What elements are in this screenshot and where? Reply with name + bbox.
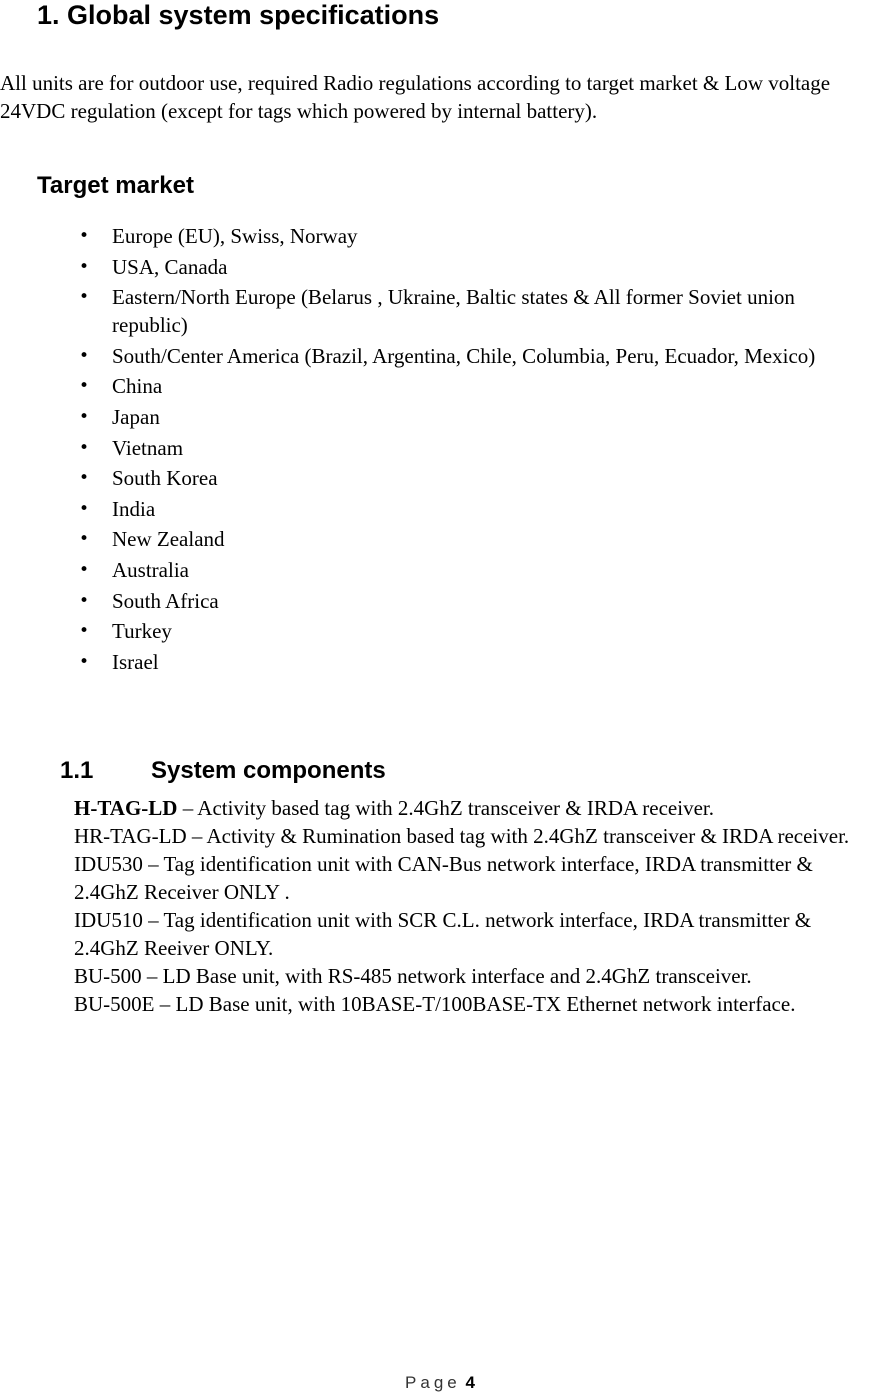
component-name: BU-500E xyxy=(74,992,155,1016)
bullet-icon: • xyxy=(79,437,90,458)
component-entry xyxy=(74,906,880,962)
page-footer xyxy=(0,1373,880,1393)
intro-paragraph: All units are for outdoor use, required Radio regulations according to target market & Low voltage 24VDC regulation (except for tags which powered by internal battery). xyxy=(0,71,831,123)
heading-number: 1.1 xyxy=(60,757,94,784)
component-name: IDU530 xyxy=(74,852,143,876)
component-description: – Activity & Rumination based tag with 2.4GhZ transceiver & IRDA receiver. xyxy=(186,824,850,848)
list-item-text: Israel xyxy=(112,649,159,674)
list-item xyxy=(0,464,880,492)
list-item-text: China xyxy=(112,374,163,399)
bullet-icon: • xyxy=(79,345,90,366)
component-name: HR-TAG-LD xyxy=(74,824,187,848)
component-description: – LD Base unit, with 10BASE-T/100BASE-TX Ethernet network interface. xyxy=(154,992,796,1016)
list-item xyxy=(0,283,880,339)
components-list xyxy=(74,794,880,1018)
bullet-icon: • xyxy=(79,590,90,611)
list-item-text: South/Center America (Brazil, Argentina, Chile, Columbia, Peru, Ecuador, Mexico) xyxy=(112,343,816,368)
bullet-icon: • xyxy=(79,621,90,642)
component-entry xyxy=(74,794,880,822)
page-number: 4 xyxy=(465,1373,475,1392)
list-item-text: Eastern/North Europe (Belarus , Ukraine, Baltic states & All former Soviet union republic) xyxy=(112,285,795,338)
list-item xyxy=(0,587,880,615)
list-item-text: Vietnam xyxy=(112,435,184,460)
target-market-list xyxy=(0,222,880,678)
list-item-text: Europe (EU), Swiss, Norway xyxy=(112,224,358,248)
list-item xyxy=(0,253,880,281)
list-item xyxy=(0,648,880,676)
component-name: H-TAG-LD xyxy=(74,796,178,820)
list-item-text: South Korea xyxy=(112,466,218,491)
system-components-heading xyxy=(60,756,386,786)
list-item xyxy=(0,495,880,523)
component-entry xyxy=(74,962,880,990)
list-item-text: Japan xyxy=(112,404,160,429)
bullet-icon: • xyxy=(79,651,90,672)
list-item-text: Australia xyxy=(112,557,189,582)
list-item xyxy=(0,434,880,462)
component-entry xyxy=(74,850,880,906)
component-description: – LD Base unit, with RS-485 network interface and 2.4GhZ transceiver. xyxy=(141,964,752,988)
component-description: – Tag identification unit with CAN-Bus network interface, IRDA transmitter & 2.4GhZ Receiver ONLY . xyxy=(74,852,813,904)
component-name: BU-500 xyxy=(74,964,142,988)
bullet-icon: • xyxy=(79,498,90,519)
list-item-text: New Zealand xyxy=(112,527,225,552)
bullet-icon: • xyxy=(79,256,90,277)
target-market-heading: Target market xyxy=(37,172,194,199)
bullet-icon: • xyxy=(79,287,90,308)
section-title: 1. Global system specifications xyxy=(37,0,440,30)
list-item xyxy=(0,342,880,370)
component-description: – Activity based tag with 2.4GhZ transceiver & IRDA receiver. xyxy=(177,796,714,820)
component-description: – Tag identification unit with SCR C.L. network interface, IRDA transmitter & 2.4GhZ Reeiver ONLY. xyxy=(74,908,812,960)
heading-text: System components xyxy=(151,757,386,784)
component-name: IDU510 xyxy=(74,908,143,932)
component-entry xyxy=(74,990,880,1018)
bullet-icon: • xyxy=(79,406,90,427)
list-item-text: Turkey xyxy=(112,619,172,644)
bullet-icon: • xyxy=(79,559,90,580)
list-item xyxy=(0,222,880,250)
list-item-text: USA, Canada xyxy=(112,254,228,279)
bullet-icon: • xyxy=(79,529,90,550)
list-item xyxy=(0,372,880,400)
bullet-icon: • xyxy=(79,376,90,397)
list-item xyxy=(0,556,880,584)
list-item xyxy=(0,525,880,553)
list-item-text: India xyxy=(112,496,156,521)
list-item-text: South Africa xyxy=(112,588,219,613)
list-item xyxy=(0,403,880,431)
list-item xyxy=(0,617,880,645)
bullet-icon: • xyxy=(79,468,90,489)
page-label: Page xyxy=(405,1373,461,1392)
component-entry xyxy=(74,822,880,850)
bullet-icon: • xyxy=(79,226,90,246)
